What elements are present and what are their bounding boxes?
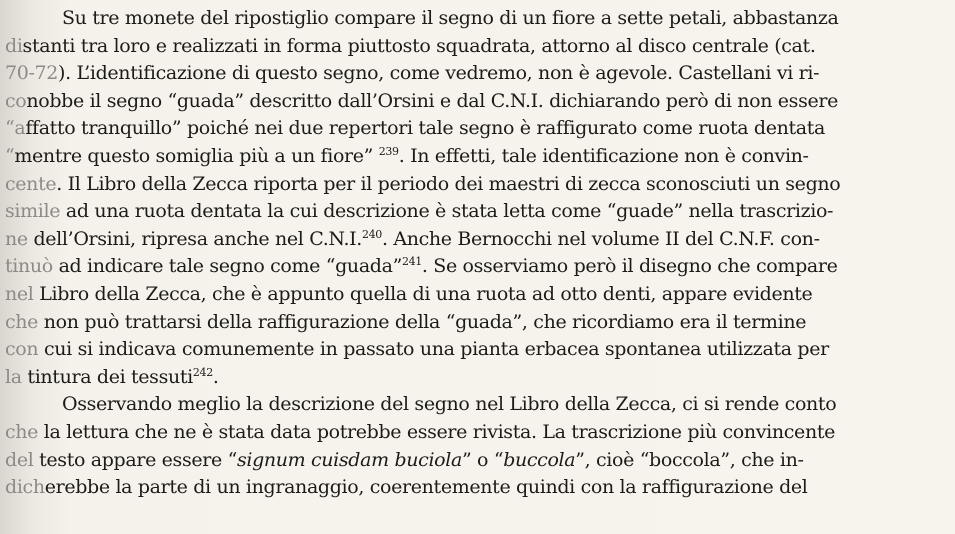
line-text: testo appare essere “ — [33, 448, 237, 471]
line-text: non può trattarsi della raffigurazione della “guada”, che ricordiamo era il termine — [38, 310, 807, 333]
text-line — [0, 197, 955, 225]
line-text: ). L’identificazione di questo segno, come vedremo, non è agevole. Castellani vi ri- — [58, 62, 820, 85]
line-gutter: che — [5, 310, 39, 333]
line-gutter: ne — [5, 227, 28, 250]
line-gutter: di — [5, 34, 23, 57]
line-text: ad una ruota dentata la cui descrizione è stata letta come “guade” nella trascrizio- — [60, 200, 834, 223]
text-line — [0, 142, 955, 170]
line-tail: . Anche Bernocchi nel volume II del C.N.F. con- — [381, 227, 820, 250]
line-sup: 239 — [378, 145, 399, 158]
line-text: ad indicare tale segno come “guada” — [52, 255, 402, 278]
line-gutter: la — [5, 365, 22, 388]
line-gutter: tinuò — [5, 255, 53, 278]
line-sup: 240 — [361, 227, 382, 241]
text-line — [0, 446, 955, 474]
line-text: tintura dei tessuti — [21, 365, 193, 388]
line-sup: 241 — [401, 255, 422, 269]
line-text: nobbe il segno “guada” descritto dall’Orsini e dal C.N.I. dichiarando però di non essere — [26, 89, 839, 112]
line-text: . Il Libro della Zecca riporta per il periodo dei maestri di zecca sconosciuti un segno — [56, 172, 841, 195]
line-gutter: dich — [5, 476, 45, 499]
line-sup: 242 — [192, 365, 213, 379]
line-gutter: con — [5, 338, 39, 361]
line-text: stanti tra loro e realizzati in forma piuttosto squadrata, attorno al disco centrale (cat. — [22, 34, 816, 57]
line-gutter: “a — [5, 117, 26, 140]
line-tail: ”, cioè “boccola”, che in- — [575, 448, 804, 471]
line-tail: . Se osserviamo però il disegno che compare — [421, 255, 838, 278]
line-mid: ” o “ — [461, 448, 504, 471]
text-line — [0, 170, 955, 198]
text-line — [0, 280, 955, 308]
line-text: Su tre monete del ripostiglio compare il segno di un fiore a sette petali, abbastanza — [62, 7, 839, 29]
line-tail: . In effetti, tale identificazione non è convin- — [398, 145, 809, 167]
line-text: ffatto tranquillo” poiché nei due repertori tale segno è raffigurato come ruota dentata — [25, 117, 826, 140]
text-line — [0, 59, 955, 87]
line-gutter: del — [5, 448, 34, 471]
line-gutter: co — [5, 89, 27, 112]
text-line — [0, 87, 955, 115]
line-tail: . — [212, 365, 219, 388]
line-text: Libro della Zecca, che è appunto quella di una ruota ad otto denti, appare evidente — [33, 283, 813, 305]
line-italic2: buccola — [503, 448, 576, 471]
line-text: mentre questo somiglia più a un fiore” — [14, 145, 379, 167]
line-gutter: simile — [5, 200, 61, 223]
line-text: la lettura che ne è stata data potrebbe essere rivista. La trascrizione più convincente — [38, 421, 836, 443]
text-line — [0, 252, 955, 280]
text-line — [0, 363, 955, 391]
line-text: erebbe la parte di un ingranaggio, coerentemente quindi con la raffigurazione del — [44, 476, 808, 499]
line-italic: signum cuisdam buciola — [236, 448, 462, 471]
text-line — [0, 390, 955, 418]
line-gutter: che — [5, 421, 39, 443]
line-text: Osservando meglio la descrizione del segno nel Libro della Zecca, ci si rende conto — [62, 393, 837, 416]
text-line — [0, 335, 955, 363]
text-line — [0, 473, 955, 501]
line-gutter: cente — [5, 172, 57, 195]
line-gutter: “ — [5, 145, 15, 167]
line-gutter: 70-72 — [5, 62, 59, 85]
text-line — [0, 32, 955, 60]
line-gutter: nel — [5, 283, 34, 305]
line-text: cui si indicava comunemente in passato una pianta erbacea spontanea utilizzata per — [38, 338, 829, 361]
text-line — [0, 114, 955, 142]
line-text: dell’Orsini, ripresa anche nel C.N.I. — [27, 227, 362, 250]
text-line — [0, 225, 955, 253]
text-line — [0, 308, 955, 336]
text-line — [0, 418, 955, 446]
text-line — [0, 4, 955, 32]
